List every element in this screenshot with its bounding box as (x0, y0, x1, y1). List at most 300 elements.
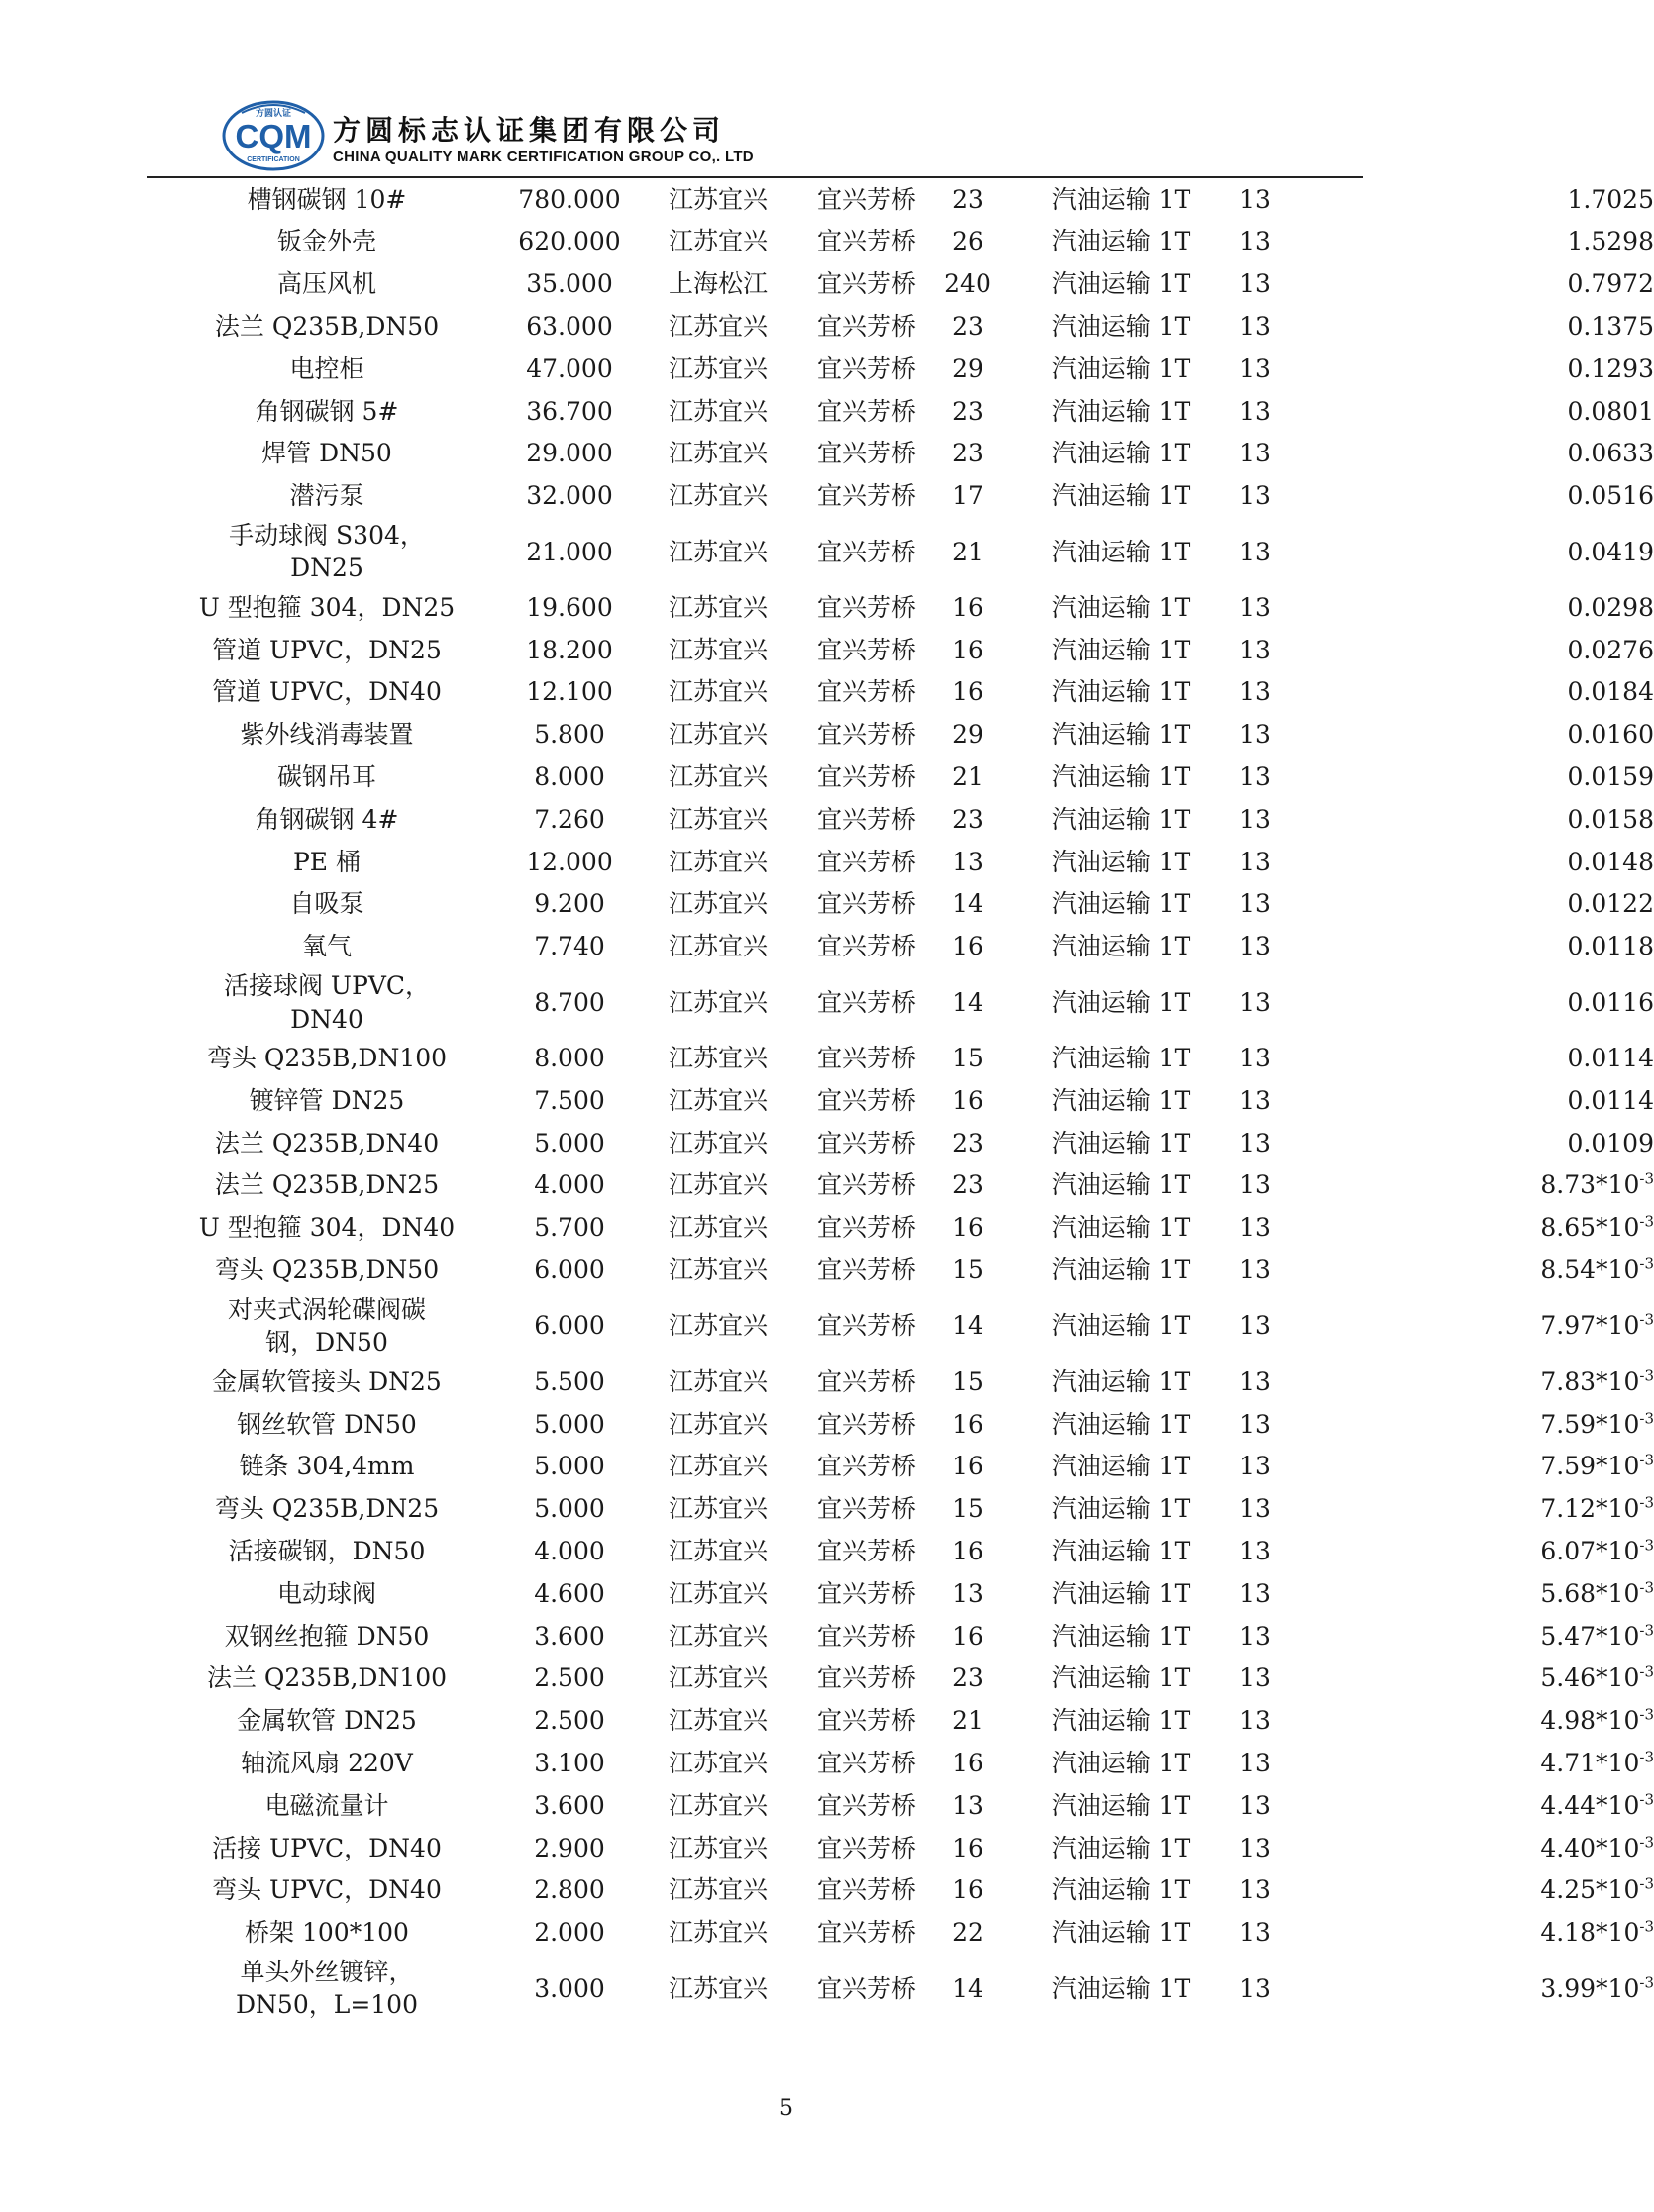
material-name-line: 电磁流量计 (264, 1790, 389, 1820)
quantity-cell: 6.000 (534, 1256, 605, 1285)
factor-cell: 13 (1239, 1537, 1271, 1566)
quantity-cell: 18.200 (526, 635, 613, 664)
emission-value-cell (1357, 1615, 1654, 1658)
company-name-chinese: 方圆标志认证集团有限公司 (333, 114, 726, 147)
destination-cell: 宜兴芳桥 (816, 1749, 916, 1778)
distance-cell: 15 (952, 1044, 983, 1073)
destination-cell: 宜兴芳桥 (816, 635, 916, 664)
quantity-cell: 620.000 (518, 227, 621, 256)
emission-value-base: 4.98*10 (1540, 1706, 1640, 1736)
distance-cell: 16 (952, 1452, 983, 1481)
distance-cell: 15 (952, 1494, 983, 1524)
emission-value-base: 5.46*10 (1540, 1663, 1640, 1693)
distance-cell: 16 (952, 1213, 983, 1243)
material-name-cell (178, 1446, 475, 1488)
emission-value-base: 4.71*10 (1540, 1749, 1640, 1778)
logo-badge-text: 方圆认证 (255, 109, 292, 119)
quantity-cell: 4.000 (534, 1170, 605, 1200)
table-row (178, 1784, 1654, 1827)
emission-value (1540, 1661, 1654, 1695)
material-name-cell (178, 671, 475, 714)
material-name-cell (178, 883, 475, 926)
table-row (178, 1446, 1654, 1488)
material-name-line: 槽钢碳钢 10# (247, 184, 407, 214)
emission-value (1568, 352, 1654, 386)
transport-mode-cell: 汽油运输 1T (1051, 1044, 1191, 1073)
emission-value-cell (1357, 1360, 1654, 1403)
logo-sub-text: CERTIFICATION (247, 156, 300, 163)
distance-cell: 23 (952, 396, 983, 426)
emission-value (1540, 1492, 1654, 1526)
factor-cell: 13 (1239, 1256, 1271, 1285)
emission-value (1540, 1747, 1654, 1780)
transport-mode-cell: 汽油运输 1T (1051, 537, 1191, 566)
emission-value-base: 0.0633 (1567, 439, 1654, 468)
table-row (178, 348, 1654, 390)
material-name-cell (178, 1250, 475, 1292)
material-name-line: 钢丝软管 DN50 (237, 1409, 417, 1439)
transport-mode-cell: 汽油运输 1T (1051, 1085, 1191, 1115)
table-row (178, 1869, 1654, 1912)
emission-value (1568, 1084, 1654, 1118)
emission-value-base: 5.68*10 (1540, 1578, 1640, 1608)
material-name-cell (178, 348, 475, 390)
distance-cell: 13 (952, 1790, 983, 1820)
emission-value-cell (1357, 475, 1654, 518)
origin-cell: 江苏宜兴 (668, 1366, 768, 1396)
quantity-cell: 3.100 (534, 1749, 605, 1778)
emission-value-exponent: -3 (1639, 1705, 1654, 1724)
material-name-line: 轴流风扇 220V (241, 1749, 413, 1778)
emission-value (1568, 1127, 1654, 1160)
emission-value-base: 1.5298 (1567, 227, 1654, 256)
emission-value-base: 8.65*10 (1540, 1213, 1640, 1243)
material-name-line: DN50，L=100 (236, 1990, 418, 2020)
factor-cell: 13 (1239, 1621, 1271, 1651)
factor-cell: 13 (1239, 635, 1271, 664)
emission-value-cell (1357, 263, 1654, 306)
emission-value-base: 7.83*10 (1540, 1366, 1640, 1396)
table-row (178, 433, 1654, 475)
material-name-cell (178, 1954, 475, 2023)
transport-mode-cell: 汽油运输 1T (1051, 1706, 1191, 1736)
origin-cell: 江苏宜兴 (668, 1494, 768, 1524)
factor-cell: 13 (1239, 311, 1271, 341)
material-name-line: 自吸泵 (289, 889, 364, 919)
quantity-cell: 35.000 (526, 269, 613, 299)
emission-value-cell (1357, 1164, 1654, 1207)
material-name-line: 碳钢吊耳 (276, 762, 376, 792)
transport-mode-cell: 汽油运输 1T (1051, 1213, 1191, 1243)
table-row (178, 390, 1654, 433)
emission-value-cell (1357, 1291, 1654, 1360)
distance-cell: 21 (952, 762, 983, 792)
material-name-cell (178, 1615, 475, 1658)
emission-value (1540, 1254, 1654, 1287)
emission-value-exponent: -3 (1639, 1790, 1654, 1809)
quantity-cell: 5.700 (534, 1213, 605, 1243)
origin-cell: 江苏宜兴 (668, 1706, 768, 1736)
emission-value (1568, 437, 1654, 470)
material-name-cell (178, 841, 475, 883)
transport-mode-cell: 汽油运输 1T (1051, 1311, 1191, 1341)
material-name-line: 管道 UPVC，DN40 (212, 677, 442, 707)
emission-value-base: 4.40*10 (1540, 1833, 1640, 1862)
table-row (178, 1912, 1654, 1955)
material-name-line: 镀锌管 DN25 (249, 1085, 405, 1115)
factor-cell: 13 (1239, 1663, 1271, 1693)
transport-mode-cell: 汽油运输 1T (1051, 1663, 1191, 1693)
transport-mode-cell: 汽油运输 1T (1051, 592, 1191, 622)
origin-cell: 江苏宜兴 (668, 1311, 768, 1341)
quantity-cell: 2.800 (534, 1875, 605, 1905)
emission-value-base: 0.0114 (1567, 1085, 1654, 1115)
table-row (178, 517, 1654, 586)
origin-cell: 江苏宜兴 (668, 1973, 768, 2003)
origin-cell: 江苏宜兴 (668, 987, 768, 1017)
origin-cell: 江苏宜兴 (668, 889, 768, 919)
destination-cell: 宜兴芳桥 (816, 481, 916, 511)
material-name-cell (178, 1784, 475, 1827)
material-name-line: 活接球阀 UPVC， (223, 970, 431, 1000)
transport-mode-cell: 汽油运输 1T (1051, 889, 1191, 919)
origin-cell: 江苏宜兴 (668, 227, 768, 256)
emission-value-base: 0.0158 (1567, 804, 1654, 834)
material-name-cell (178, 714, 475, 756)
emission-value-cell (1357, 671, 1654, 714)
page-number: 5 (779, 2096, 793, 2121)
material-name-line: 角钢碳钢 4# (255, 804, 399, 834)
emission-value-base: 0.0419 (1567, 537, 1654, 566)
distance-cell: 16 (952, 1875, 983, 1905)
emission-value-exponent: -3 (1639, 1452, 1654, 1470)
material-name-line: 桥架 100*100 (245, 1918, 409, 1948)
material-name-line: 弯头 Q235B,DN100 (206, 1044, 448, 1073)
transport-mode-cell: 汽油运输 1T (1051, 1494, 1191, 1524)
transport-mode-cell: 汽油运输 1T (1051, 1790, 1191, 1820)
quantity-cell: 5.000 (534, 1452, 605, 1481)
quantity-cell: 4.000 (534, 1537, 605, 1566)
table-row (178, 1954, 1654, 2023)
transport-mode-cell: 汽油运输 1T (1051, 1170, 1191, 1200)
quantity-cell: 3.600 (534, 1790, 605, 1820)
origin-cell: 江苏宜兴 (668, 1044, 768, 1073)
emission-value (1540, 1535, 1654, 1568)
origin-cell: 江苏宜兴 (668, 1128, 768, 1157)
material-name-cell (178, 1572, 475, 1615)
origin-cell: 江苏宜兴 (668, 1537, 768, 1566)
destination-cell: 宜兴芳桥 (816, 1537, 916, 1566)
origin-cell: 江苏宜兴 (668, 1170, 768, 1200)
material-name-cell (178, 798, 475, 841)
destination-cell: 宜兴芳桥 (816, 439, 916, 468)
table-row (178, 1360, 1654, 1403)
transport-mode-cell: 汽油运输 1T (1051, 1256, 1191, 1285)
destination-cell: 宜兴芳桥 (816, 677, 916, 707)
emission-value (1540, 1450, 1654, 1483)
origin-cell: 江苏宜兴 (668, 1085, 768, 1115)
factor-cell: 13 (1239, 932, 1271, 961)
destination-cell: 宜兴芳桥 (816, 353, 916, 383)
material-name-line: 法兰 Q235B,DN100 (206, 1663, 448, 1693)
factor-cell: 13 (1239, 1875, 1271, 1905)
table-row (178, 1207, 1654, 1250)
distance-cell: 16 (952, 1085, 983, 1115)
emission-value-exponent: -3 (1639, 1170, 1654, 1189)
emission-value-cell (1357, 798, 1654, 841)
factor-cell: 13 (1239, 1494, 1271, 1524)
emission-value (1540, 1916, 1654, 1950)
factor-cell: 13 (1239, 762, 1271, 792)
emission-value (1568, 267, 1654, 301)
transport-mode-cell: 汽油运输 1T (1051, 720, 1191, 750)
factor-cell: 13 (1239, 353, 1271, 383)
transport-mode-cell: 汽油运输 1T (1051, 762, 1191, 792)
origin-cell: 江苏宜兴 (668, 762, 768, 792)
emission-value-base: 1.7025 (1567, 184, 1654, 214)
quantity-cell: 4.600 (534, 1578, 605, 1608)
table-row (178, 1531, 1654, 1573)
quantity-cell: 6.000 (534, 1311, 605, 1341)
emission-value-base: 4.25*10 (1540, 1875, 1640, 1905)
company-name-english: CHINA QUALITY MARK CERTIFICATION GROUP CO,. LTD (333, 149, 754, 165)
origin-cell: 江苏宜兴 (668, 847, 768, 876)
factor-cell: 13 (1239, 592, 1271, 622)
transport-mode-cell: 汽油运输 1T (1051, 847, 1191, 876)
emission-value-cell (1357, 348, 1654, 390)
emission-value-base: 0.0118 (1567, 932, 1654, 961)
emission-value (1540, 1789, 1654, 1823)
destination-cell: 宜兴芳桥 (816, 1170, 916, 1200)
transport-mode-cell: 汽油运输 1T (1051, 1366, 1191, 1396)
distance-cell: 14 (952, 987, 983, 1017)
cqm-logo (220, 99, 327, 172)
emission-value-cell (1357, 1488, 1654, 1531)
destination-cell: 宜兴芳桥 (816, 762, 916, 792)
emission-value-exponent: -3 (1639, 1621, 1654, 1640)
emission-value-exponent: -3 (1639, 1536, 1654, 1555)
emission-value-cell (1357, 178, 1654, 221)
quantity-cell: 3.000 (534, 1973, 605, 2003)
table-row (178, 756, 1654, 799)
destination-cell: 宜兴芳桥 (816, 396, 916, 426)
table-row (178, 1743, 1654, 1785)
emission-value-base: 0.0109 (1567, 1128, 1654, 1157)
material-name-line: 钣金外壳 (276, 227, 376, 256)
origin-cell: 江苏宜兴 (668, 396, 768, 426)
origin-cell: 江苏宜兴 (668, 1256, 768, 1285)
emission-value-cell (1357, 1954, 1654, 2023)
emission-value-base: 8.54*10 (1540, 1256, 1640, 1285)
emission-value (1568, 310, 1654, 344)
destination-cell: 宜兴芳桥 (816, 1918, 916, 1948)
transport-mode-cell: 汽油运输 1T (1051, 1578, 1191, 1608)
emission-value (1540, 1704, 1654, 1738)
emission-value (1568, 479, 1654, 513)
origin-cell: 江苏宜兴 (668, 1663, 768, 1693)
destination-cell: 宜兴芳桥 (816, 1973, 916, 2003)
material-name-cell (178, 1827, 475, 1869)
emission-value (1568, 183, 1654, 217)
table-row (178, 1079, 1654, 1122)
quantity-cell: 12.100 (526, 677, 613, 707)
table-row (178, 305, 1654, 348)
distance-cell: 29 (952, 720, 983, 750)
quantity-cell: 7.740 (534, 932, 605, 961)
quantity-cell: 8.000 (534, 1044, 605, 1073)
material-name-line: DN40 (290, 1004, 363, 1034)
destination-cell: 宜兴芳桥 (816, 1578, 916, 1608)
factor-cell: 13 (1239, 1918, 1271, 1948)
material-name-line: 对夹式涡轮碟阀碳 (227, 1294, 426, 1324)
destination-cell: 宜兴芳桥 (816, 1790, 916, 1820)
distance-cell: 21 (952, 1706, 983, 1736)
destination-cell: 宜兴芳桥 (816, 1452, 916, 1481)
factor-cell: 13 (1239, 677, 1271, 707)
emission-value (1568, 718, 1654, 752)
distance-cell: 23 (952, 1663, 983, 1693)
emission-value-cell (1357, 1403, 1654, 1446)
emission-value-cell (1357, 1658, 1654, 1700)
table-row (178, 1700, 1654, 1743)
emission-value-base: 0.0516 (1567, 481, 1654, 511)
material-name-line: 电控柜 (289, 353, 364, 383)
material-name-line: 焊管 DN50 (261, 439, 392, 468)
emission-value (1540, 1873, 1654, 1907)
distance-cell: 17 (952, 481, 983, 511)
material-name-cell (178, 1207, 475, 1250)
table-row (178, 1572, 1654, 1615)
emission-value-cell (1357, 756, 1654, 799)
destination-cell: 宜兴芳桥 (816, 720, 916, 750)
origin-cell: 上海松江 (668, 269, 768, 299)
material-transport-table (178, 178, 1654, 2023)
emission-value-cell (1357, 586, 1654, 629)
destination-cell: 宜兴芳桥 (816, 537, 916, 566)
emission-value-cell (1357, 1743, 1654, 1785)
destination-cell: 宜兴芳桥 (816, 269, 916, 299)
material-name-cell (178, 1869, 475, 1912)
table-row (178, 671, 1654, 714)
quantity-cell: 47.000 (526, 353, 613, 383)
factor-cell: 13 (1239, 1790, 1271, 1820)
distance-cell: 23 (952, 1170, 983, 1200)
emission-value (1540, 1365, 1654, 1399)
destination-cell: 宜兴芳桥 (816, 1256, 916, 1285)
emission-value (1540, 1408, 1654, 1442)
emission-value-base: 0.0148 (1567, 847, 1654, 876)
material-name-cell (178, 586, 475, 629)
destination-cell: 宜兴芳桥 (816, 1621, 916, 1651)
origin-cell: 江苏宜兴 (668, 1621, 768, 1651)
material-name-line: 潜污泵 (289, 481, 364, 511)
distance-cell: 26 (952, 227, 983, 256)
emission-value-exponent: -3 (1639, 1917, 1654, 1936)
origin-cell: 江苏宜兴 (668, 1452, 768, 1481)
material-name-line: 链条 304,4mm (239, 1452, 415, 1481)
emission-value-base: 7.12*10 (1540, 1494, 1640, 1524)
emission-value-base: 0.0298 (1567, 592, 1654, 622)
quantity-cell: 5.000 (534, 1494, 605, 1524)
emission-value-exponent: -3 (1639, 1833, 1654, 1852)
quantity-cell: 36.700 (526, 396, 613, 426)
distance-cell: 16 (952, 677, 983, 707)
emission-value-base: 0.0159 (1567, 762, 1654, 792)
material-name-cell (178, 629, 475, 671)
destination-cell: 宜兴芳桥 (816, 1085, 916, 1115)
emission-value-cell (1357, 1250, 1654, 1292)
table-row (178, 629, 1654, 671)
emission-value-cell (1357, 221, 1654, 263)
material-name-line: DN25 (290, 553, 363, 583)
emission-value-base: 0.0276 (1567, 635, 1654, 664)
table-row (178, 1250, 1654, 1292)
emission-value-base: 6.07*10 (1540, 1537, 1640, 1566)
quantity-cell: 9.200 (534, 889, 605, 919)
transport-mode-cell: 汽油运输 1T (1051, 987, 1191, 1017)
transport-mode-cell: 汽油运输 1T (1051, 227, 1191, 256)
factor-cell: 13 (1239, 1452, 1271, 1481)
origin-cell: 江苏宜兴 (668, 439, 768, 468)
factor-cell: 13 (1239, 1170, 1271, 1200)
emission-value-cell (1357, 1700, 1654, 1743)
factor-cell: 13 (1239, 720, 1271, 750)
distance-cell: 23 (952, 184, 983, 214)
destination-cell: 宜兴芳桥 (816, 987, 916, 1017)
material-name-line: 金属软管接头 DN25 (212, 1366, 442, 1396)
distance-cell: 15 (952, 1366, 983, 1396)
material-name-cell (178, 1743, 475, 1785)
material-name-cell (178, 1658, 475, 1700)
factor-cell: 13 (1239, 1213, 1271, 1243)
emission-value (1540, 1832, 1654, 1865)
emission-value (1568, 395, 1654, 429)
emission-value (1540, 1211, 1654, 1245)
transport-mode-cell: 汽油运输 1T (1051, 1973, 1191, 2003)
factor-cell: 13 (1239, 1311, 1271, 1341)
distance-cell: 23 (952, 439, 983, 468)
distance-cell: 16 (952, 1833, 983, 1862)
material-name-line: 金属软管 DN25 (237, 1706, 417, 1736)
emission-value (1568, 591, 1654, 625)
material-name-line: 氧气 (301, 932, 352, 961)
distance-cell: 23 (952, 1128, 983, 1157)
table-row (178, 1827, 1654, 1869)
factor-cell: 13 (1239, 847, 1271, 876)
factor-cell: 13 (1239, 439, 1271, 468)
emission-value-base: 0.0122 (1567, 889, 1654, 919)
distance-cell: 16 (952, 1621, 983, 1651)
emission-value-cell (1357, 629, 1654, 671)
material-name-line: U 型抱箍 304，DN25 (198, 592, 456, 622)
emission-value-cell (1357, 1207, 1654, 1250)
emission-value-base: 0.1375 (1567, 311, 1654, 341)
destination-cell: 宜兴芳桥 (816, 932, 916, 961)
emission-value-exponent: -3 (1639, 1366, 1654, 1385)
emission-value (1568, 634, 1654, 667)
emission-value-cell (1357, 1038, 1654, 1080)
material-name-line: 手动球阀 S304， (229, 520, 425, 550)
table-row (178, 1122, 1654, 1164)
emission-value-base: 0.1293 (1567, 353, 1654, 383)
emission-value-base: 0.0801 (1567, 396, 1654, 426)
material-name-cell (178, 517, 475, 586)
table-row (178, 178, 1654, 221)
emission-value-exponent: -3 (1639, 1212, 1654, 1231)
quantity-cell: 8.700 (534, 987, 605, 1017)
factor-cell: 13 (1239, 227, 1271, 256)
emission-value-exponent: -3 (1639, 1973, 1654, 1992)
